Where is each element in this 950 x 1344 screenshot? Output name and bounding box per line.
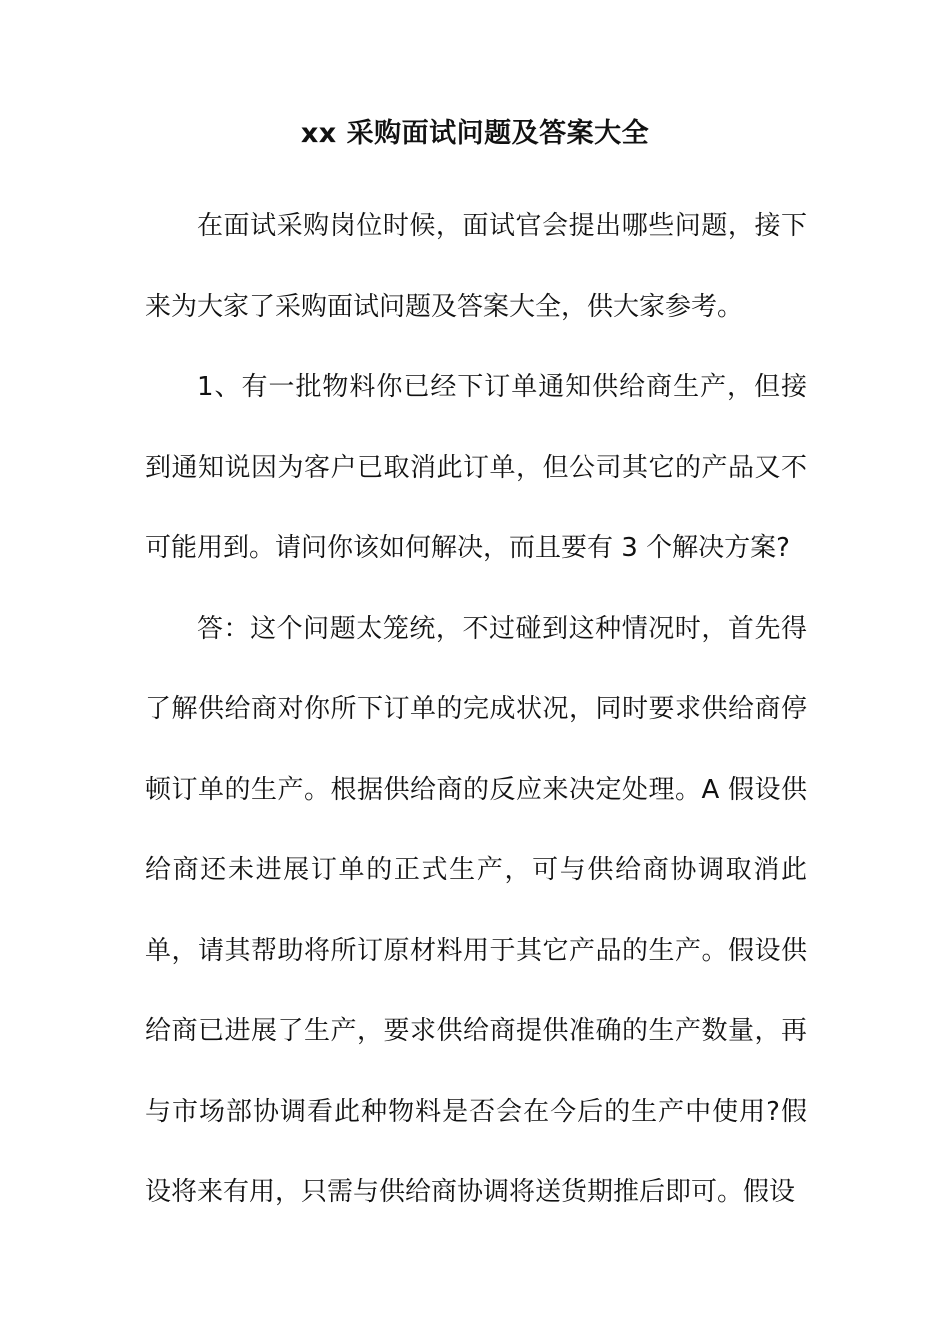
- document-title: xx 采购面试问题及答案大全: [300, 118, 650, 149]
- paragraph-answer-1: 答：这个问题太笼统，不过碰到这种情况时，首先得了解供给商对你所下订单的完成状况，同时要求供给商停顿订单的生产。根据供给商的反应来决定处理。A 假设供给商还未进展订单的正式生产，可与供给商协调取消此单，请其帮助将所订原材料用于其它产品的生产。假设供给商已进展了生产，要求供给商提供准确的生产数量，再与市场部协调看此种物料是否会在今后的生产中使用?假设将来有用，只需与供给商协调将送货期推后即可。假设: [145, 613, 807, 1207]
- document-body: [145, 186, 807, 1233]
- paragraph-intro: 在面试采购岗位时候，面试官会提出哪些问题，接下来为大家了采购面试问题及答案大全，供大家参考。: [145, 211, 807, 322]
- paragraph-question-1: 1、有一批物料你已经下订单通知供给商生产，但接到通知说因为客户已取消此订单，但公司其它的产品又不可能用到。请问你该如何解决，而且要有 3 个解决方案?: [145, 372, 807, 563]
